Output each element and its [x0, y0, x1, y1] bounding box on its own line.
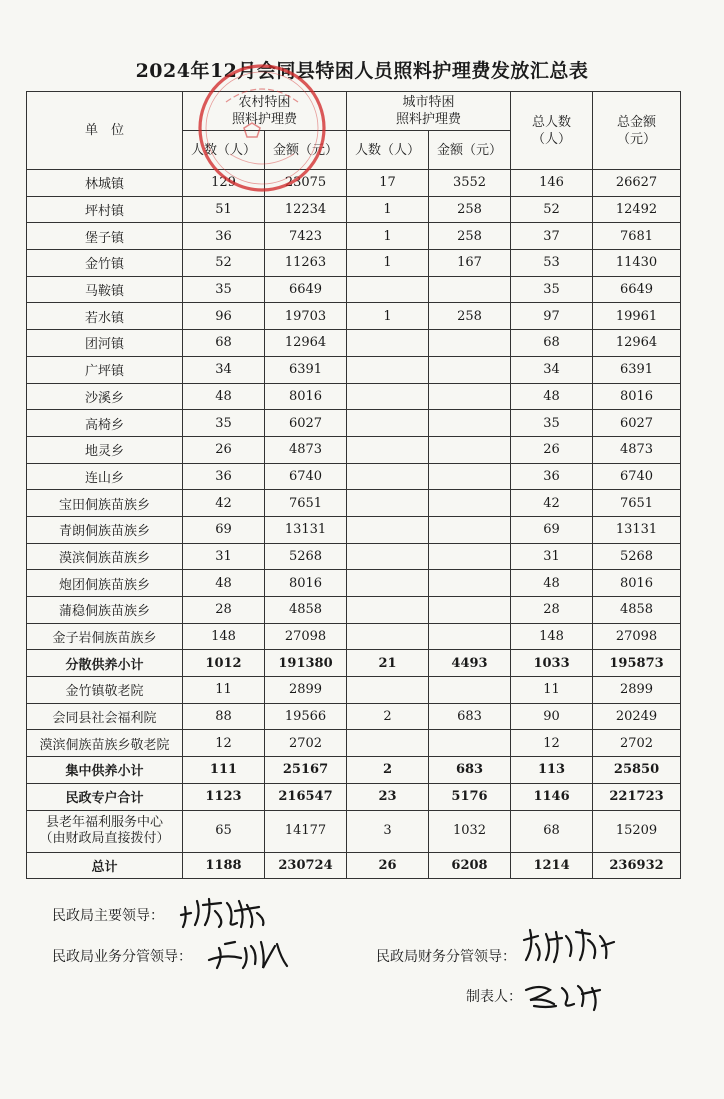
rural-amount-cell: 19566: [265, 703, 347, 730]
business-leader-signature-line: [52, 946, 192, 966]
total-amount-cell: 6649: [593, 276, 681, 303]
unit-cell: 总计: [27, 852, 183, 879]
urban-people-cell: [347, 516, 429, 543]
header-total-people: 总人数 （人）: [511, 92, 593, 170]
rural-people-cell: 52: [183, 250, 265, 277]
urban-amount-cell: 167: [429, 250, 511, 277]
total-people-cell: 1033: [511, 650, 593, 677]
main-leader-label: 民政局主要领导：: [52, 908, 164, 924]
unit-cell: 县老年福利服务中心 （由财政局直接拨付）: [27, 810, 183, 852]
rural-people-cell: 148: [183, 623, 265, 650]
urban-people-cell: 2: [347, 703, 429, 730]
urban-amount-cell: [429, 490, 511, 517]
total-amount-cell: 7681: [593, 223, 681, 250]
urban-amount-cell: [429, 623, 511, 650]
rural-people-cell: 1188: [183, 852, 265, 879]
total-people-cell: 90: [511, 703, 593, 730]
rural-people-cell: 34: [183, 356, 265, 383]
total-amount-cell: 15209: [593, 810, 681, 852]
table-row: [27, 597, 681, 624]
page-title: 2024年12月会同县特困人员照料护理费发放汇总表: [135, 60, 589, 82]
table-row: [27, 383, 681, 410]
table-row: [27, 570, 681, 597]
unit-cell: 连山乡: [27, 463, 183, 490]
total-people-cell: 148: [511, 623, 593, 650]
rural-amount-cell: 6027: [265, 410, 347, 437]
unit-cell: 团河镇: [27, 330, 183, 357]
urban-amount-cell: 4493: [429, 650, 511, 677]
unit-cell: 漠滨侗族苗族乡: [27, 543, 183, 570]
total-people-cell: 113: [511, 757, 593, 784]
urban-people-cell: [347, 570, 429, 597]
rural-amount-cell: 4858: [265, 597, 347, 624]
finance-leader-signature-line: [376, 946, 516, 966]
urban-people-cell: [347, 543, 429, 570]
total-amount-cell: 2702: [593, 730, 681, 757]
header-rural-amount: 金额（元）: [265, 131, 347, 170]
rural-amount-cell: 25167: [265, 757, 347, 784]
urban-people-cell: 3: [347, 810, 429, 852]
table-row: [27, 410, 681, 437]
rural-amount-cell: 7651: [265, 490, 347, 517]
finance-leader-signature: [518, 926, 618, 966]
header-rural-people: 人数（人）: [183, 131, 265, 170]
total-amount-cell: 8016: [593, 570, 681, 597]
total-people-cell: 37: [511, 223, 593, 250]
rural-amount-cell: 19703: [265, 303, 347, 330]
rural-amount-cell: 12964: [265, 330, 347, 357]
urban-people-cell: 1: [347, 196, 429, 223]
total-people-cell: 35: [511, 410, 593, 437]
total-amount-cell: 6740: [593, 463, 681, 490]
rural-people-cell: 31: [183, 543, 265, 570]
total-amount-cell: 26627: [593, 170, 681, 197]
urban-amount-cell: [429, 356, 511, 383]
rural-amount-cell: 23075: [265, 170, 347, 197]
unit-cell: 坪村镇: [27, 196, 183, 223]
unit-cell: 地灵乡: [27, 436, 183, 463]
rural-amount-cell: 191380: [265, 650, 347, 677]
table-row: [27, 650, 681, 677]
rural-people-cell: 42: [183, 490, 265, 517]
preparer-signature: [520, 978, 610, 1014]
urban-people-cell: [347, 490, 429, 517]
unit-cell: 青朗侗族苗族乡: [27, 516, 183, 543]
rural-amount-cell: 4873: [265, 436, 347, 463]
total-people-cell: 1146: [511, 783, 593, 810]
urban-people-cell: [347, 623, 429, 650]
table-row: [27, 250, 681, 277]
rural-people-cell: 11: [183, 677, 265, 704]
header-total-amount: 总金额 （元）: [593, 92, 681, 170]
finance-leader-label: 民政局财务分管领导：: [376, 949, 516, 965]
total-people-cell: 146: [511, 170, 593, 197]
urban-amount-cell: 258: [429, 303, 511, 330]
rural-people-cell: 1123: [183, 783, 265, 810]
main-leader-signature-line: [52, 905, 164, 925]
rural-amount-cell: 2702: [265, 730, 347, 757]
table-row: [27, 436, 681, 463]
unit-cell: 民政专户合计: [27, 783, 183, 810]
urban-amount-cell: [429, 516, 511, 543]
total-amount-cell: 12964: [593, 330, 681, 357]
rural-amount-cell: 6391: [265, 356, 347, 383]
table-row: [27, 356, 681, 383]
unit-cell: 集中供养小计: [27, 757, 183, 784]
business-leader-label: 民政局业务分管领导：: [52, 949, 192, 965]
urban-amount-cell: [429, 730, 511, 757]
unit-cell: 蒲稳侗族苗族乡: [27, 597, 183, 624]
total-people-cell: 53: [511, 250, 593, 277]
rural-amount-cell: 12234: [265, 196, 347, 223]
urban-amount-cell: [429, 677, 511, 704]
urban-people-cell: [347, 330, 429, 357]
unit-cell: 广坪镇: [27, 356, 183, 383]
table-body: [27, 170, 681, 879]
rural-amount-cell: 5268: [265, 543, 347, 570]
business-leader-signature: [205, 936, 295, 972]
table-row: [27, 852, 681, 879]
unit-cell: 会同县社会福利院: [27, 703, 183, 730]
urban-amount-cell: 683: [429, 703, 511, 730]
rural-people-cell: 69: [183, 516, 265, 543]
table-row: [27, 783, 681, 810]
urban-amount-cell: 258: [429, 196, 511, 223]
urban-amount-cell: 5176: [429, 783, 511, 810]
total-people-cell: 48: [511, 570, 593, 597]
urban-people-cell: 23: [347, 783, 429, 810]
main-leader-signature: [175, 895, 275, 931]
total-people-cell: 12: [511, 730, 593, 757]
total-amount-cell: 4858: [593, 597, 681, 624]
total-amount-cell: 7651: [593, 490, 681, 517]
total-amount-cell: 20249: [593, 703, 681, 730]
urban-amount-cell: 3552: [429, 170, 511, 197]
table-row: [27, 730, 681, 757]
rural-people-cell: 96: [183, 303, 265, 330]
urban-amount-cell: 683: [429, 757, 511, 784]
table-row: [27, 703, 681, 730]
rural-amount-cell: 8016: [265, 383, 347, 410]
table-row: [27, 330, 681, 357]
rural-amount-cell: 11263: [265, 250, 347, 277]
total-people-cell: 69: [511, 516, 593, 543]
total-amount-cell: 12492: [593, 196, 681, 223]
total-amount-cell: 11430: [593, 250, 681, 277]
rural-amount-cell: 13131: [265, 516, 347, 543]
total-amount-cell: 221723: [593, 783, 681, 810]
urban-people-cell: [347, 356, 429, 383]
urban-amount-cell: [429, 383, 511, 410]
unit-cell: 漠滨侗族苗族乡敬老院: [27, 730, 183, 757]
rural-people-cell: 129: [183, 170, 265, 197]
unit-cell: 马鞍镇: [27, 276, 183, 303]
rural-people-cell: 65: [183, 810, 265, 852]
header-urban-amount: 金额（元）: [429, 131, 511, 170]
table-row: [27, 516, 681, 543]
rural-amount-cell: 7423: [265, 223, 347, 250]
urban-people-cell: [347, 597, 429, 624]
urban-people-cell: 17: [347, 170, 429, 197]
preparer-label: 制表人：: [466, 989, 522, 1005]
total-people-cell: 68: [511, 810, 593, 852]
total-amount-cell: 6391: [593, 356, 681, 383]
header-unit: 单 位: [27, 92, 183, 170]
total-amount-cell: 6027: [593, 410, 681, 437]
unit-cell: 分散供养小计: [27, 650, 183, 677]
total-people-cell: 48: [511, 383, 593, 410]
rural-people-cell: 48: [183, 383, 265, 410]
urban-people-cell: 2: [347, 757, 429, 784]
total-people-cell: 31: [511, 543, 593, 570]
table-row: [27, 276, 681, 303]
total-amount-cell: 8016: [593, 383, 681, 410]
rural-people-cell: 1012: [183, 650, 265, 677]
total-amount-cell: 236932: [593, 852, 681, 879]
urban-amount-cell: 6208: [429, 852, 511, 879]
header-rural-group: 农村特困 照料护理费: [183, 92, 347, 131]
rural-amount-cell: 14177: [265, 810, 347, 852]
preparer-signature-line: [466, 986, 522, 1006]
urban-amount-cell: [429, 330, 511, 357]
unit-cell: 宝田侗族苗族乡: [27, 490, 183, 517]
rural-people-cell: 35: [183, 410, 265, 437]
urban-people-cell: [347, 410, 429, 437]
rural-people-cell: 35: [183, 276, 265, 303]
unit-cell: 林城镇: [27, 170, 183, 197]
total-people-cell: 68: [511, 330, 593, 357]
urban-people-cell: 1: [347, 303, 429, 330]
urban-people-cell: 1: [347, 250, 429, 277]
urban-people-cell: 26: [347, 852, 429, 879]
rural-people-cell: 28: [183, 597, 265, 624]
total-amount-cell: 13131: [593, 516, 681, 543]
rural-people-cell: 111: [183, 757, 265, 784]
total-people-cell: 34: [511, 356, 593, 383]
table-row: [27, 623, 681, 650]
urban-amount-cell: [429, 570, 511, 597]
total-people-cell: 26: [511, 436, 593, 463]
urban-people-cell: [347, 463, 429, 490]
unit-cell: 堡子镇: [27, 223, 183, 250]
rural-people-cell: 36: [183, 463, 265, 490]
unit-cell: 炮团侗族苗族乡: [27, 570, 183, 597]
urban-amount-cell: 1032: [429, 810, 511, 852]
table-row: [27, 757, 681, 784]
rural-people-cell: 48: [183, 570, 265, 597]
table-row: [27, 223, 681, 250]
unit-cell: 金竹镇敬老院: [27, 677, 183, 704]
rural-people-cell: 88: [183, 703, 265, 730]
urban-people-cell: [347, 436, 429, 463]
table-row: [27, 810, 681, 852]
summary-table: [26, 91, 681, 879]
header-urban-group: 城市特困 照料护理费: [347, 92, 511, 131]
header-urban-people: 人数（人）: [347, 131, 429, 170]
rural-people-cell: 12: [183, 730, 265, 757]
total-amount-cell: 2899: [593, 677, 681, 704]
rural-people-cell: 36: [183, 223, 265, 250]
unit-cell: 高椅乡: [27, 410, 183, 437]
total-amount-cell: 27098: [593, 623, 681, 650]
rural-amount-cell: 27098: [265, 623, 347, 650]
urban-amount-cell: 258: [429, 223, 511, 250]
unit-cell: 沙溪乡: [27, 383, 183, 410]
total-amount-cell: 19961: [593, 303, 681, 330]
unit-cell: 金子岩侗族苗族乡: [27, 623, 183, 650]
total-people-cell: 28: [511, 597, 593, 624]
urban-amount-cell: [429, 410, 511, 437]
rural-amount-cell: 8016: [265, 570, 347, 597]
unit-cell: 金竹镇: [27, 250, 183, 277]
total-amount-cell: 4873: [593, 436, 681, 463]
urban-people-cell: [347, 677, 429, 704]
total-people-cell: 1214: [511, 852, 593, 879]
urban-people-cell: [347, 730, 429, 757]
total-people-cell: 35: [511, 276, 593, 303]
rural-amount-cell: 6740: [265, 463, 347, 490]
total-amount-cell: 25850: [593, 757, 681, 784]
rural-amount-cell: 6649: [265, 276, 347, 303]
urban-people-cell: [347, 276, 429, 303]
rural-amount-cell: 230724: [265, 852, 347, 879]
urban-amount-cell: [429, 276, 511, 303]
urban-people-cell: 21: [347, 650, 429, 677]
rural-people-cell: 51: [183, 196, 265, 223]
table-row: [27, 490, 681, 517]
table-row: [27, 170, 681, 197]
table-row: [27, 463, 681, 490]
urban-amount-cell: [429, 463, 511, 490]
total-amount-cell: 195873: [593, 650, 681, 677]
total-people-cell: 97: [511, 303, 593, 330]
rural-amount-cell: 216547: [265, 783, 347, 810]
table-row: [27, 303, 681, 330]
rural-people-cell: 68: [183, 330, 265, 357]
total-amount-cell: 5268: [593, 543, 681, 570]
rural-amount-cell: 2899: [265, 677, 347, 704]
urban-people-cell: [347, 383, 429, 410]
total-people-cell: 36: [511, 463, 593, 490]
total-people-cell: 11: [511, 677, 593, 704]
total-people-cell: 52: [511, 196, 593, 223]
unit-cell: 若水镇: [27, 303, 183, 330]
urban-amount-cell: [429, 543, 511, 570]
rural-people-cell: 26: [183, 436, 265, 463]
table-row: [27, 543, 681, 570]
table-row: [27, 196, 681, 223]
urban-amount-cell: [429, 436, 511, 463]
total-people-cell: 42: [511, 490, 593, 517]
table-row: [27, 677, 681, 704]
urban-amount-cell: [429, 597, 511, 624]
urban-people-cell: 1: [347, 223, 429, 250]
